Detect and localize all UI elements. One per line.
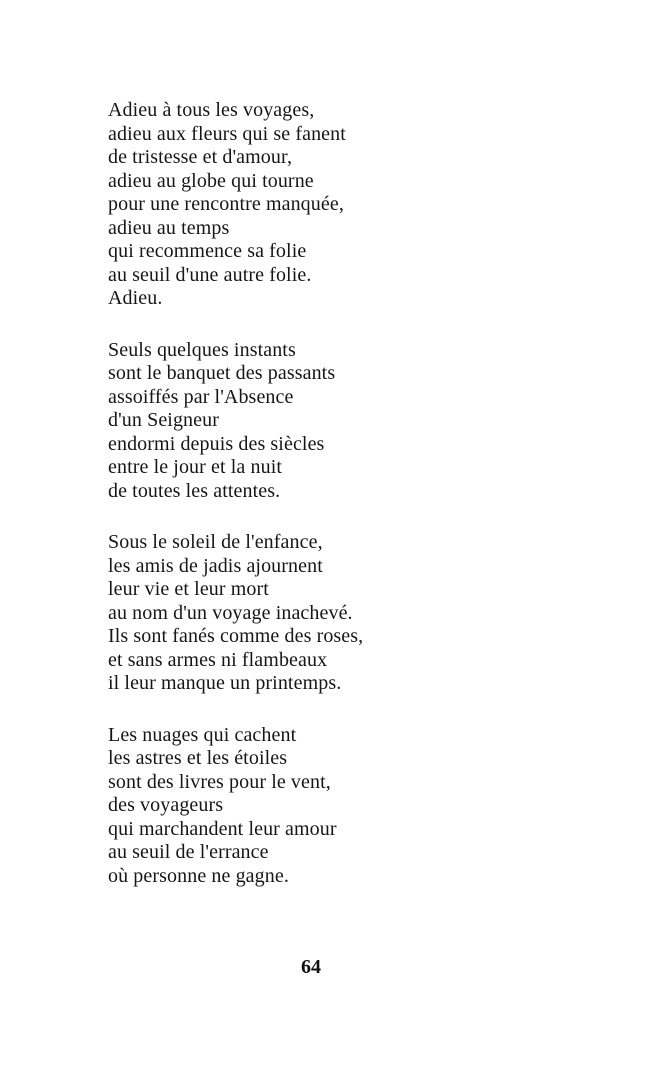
poem-line: leur vie et leur mort: [108, 578, 269, 600]
poem-line: sont le banquet des passants: [108, 362, 336, 384]
poem-line: adieu au globe qui tourne: [108, 169, 314, 192]
poem-text: [108, 99, 363, 888]
poem-line: sont des livres pour le vent,: [108, 770, 331, 793]
poem-line: d'un Seigneur: [108, 409, 219, 431]
poem-line: qui marchandent leur amour: [108, 817, 337, 840]
poem-line: Adieu.: [108, 287, 163, 309]
poem-line: les astres et les étoiles: [108, 747, 288, 769]
poem-line: endormi depuis des siècles: [108, 432, 325, 455]
poem-line: de toutes les attentes.: [108, 479, 281, 502]
poem-line: qui recommence sa folie: [108, 240, 307, 262]
poem-line: pour une rencontre manquée,: [108, 193, 344, 215]
poem-line: Adieu à tous les voyages,: [108, 99, 315, 121]
poem-line: Les nuages qui cachent: [108, 723, 297, 746]
poem-line: il leur manque un printemps.: [108, 672, 342, 694]
poem-line: les amis de jadis ajournent: [108, 554, 323, 577]
poem-stanza-2: [108, 339, 363, 504]
poem-line: au seuil d'une autre folie.: [108, 263, 312, 286]
poem-line: au nom d'un voyage inachevé.: [108, 601, 353, 624]
poem-line: adieu aux fleurs qui se fanent: [108, 122, 346, 145]
poem-line: où personne ne gagne.: [108, 864, 289, 887]
poem-line: des voyageurs: [108, 794, 224, 816]
poem-line: au seuil de l'errance: [108, 841, 269, 863]
poem-stanza-4: [108, 724, 363, 889]
poem-line: et sans armes ni flambeaux: [108, 648, 328, 671]
poem-line: de tristesse et d'amour,: [108, 146, 293, 168]
poem-line: assoiffés par l'Absence: [108, 385, 294, 408]
poem-stanza-1: [108, 99, 363, 311]
page-number: 64: [301, 956, 321, 978]
poem-line: Seuls quelques instants: [108, 338, 296, 361]
poem-line: adieu au temps: [108, 216, 230, 239]
poem-line: entre le jour et la nuit: [108, 456, 283, 478]
poem-line: Ils sont fanés comme des roses,: [108, 625, 364, 647]
poem-stanza-3: [108, 531, 363, 696]
poem-line: Sous le soleil de l'enfance,: [108, 531, 323, 553]
